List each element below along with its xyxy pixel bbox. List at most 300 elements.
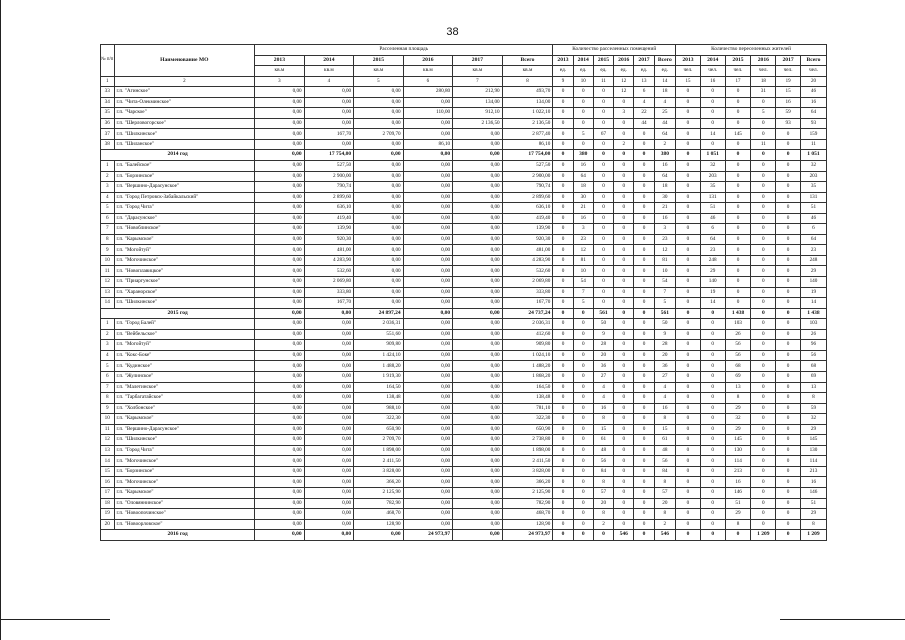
table-cell: 0 — [593, 266, 613, 277]
summary-cell: 0 — [776, 308, 801, 319]
table-cell: 32 — [800, 161, 826, 172]
table-cell: 56 — [593, 456, 613, 467]
table-cell: 0 — [700, 393, 725, 404]
table-cell: 0 — [751, 129, 776, 140]
mo-name-cell: г.п. "Тарбагатайское" — [114, 393, 255, 404]
table-cell: 7 — [573, 287, 593, 298]
table-cell: 0 — [553, 266, 573, 277]
mo-name-cell: г.п. "Город Балей" — [114, 319, 255, 330]
table-cell: 0,00 — [304, 361, 354, 372]
table-cell: 0 — [751, 171, 776, 182]
mo-name-cell: г.п. "Могойтуй" — [114, 340, 255, 351]
unit-header: чел. — [676, 66, 701, 77]
table-cell: 0,00 — [255, 329, 305, 340]
table-cell: 0 — [751, 118, 776, 129]
table-cell: 636,10 — [304, 203, 354, 214]
header-people: Количество переселенных жителей — [676, 45, 827, 56]
table-cell: 0 — [776, 466, 801, 477]
table-cell: 0,00 — [255, 498, 305, 509]
table-cell: 0 — [553, 435, 573, 446]
table-cell: 0 — [776, 171, 801, 182]
table-cell: 0 — [553, 361, 573, 372]
table-cell: 0,00 — [403, 414, 453, 425]
table-cell: 0,00 — [354, 287, 404, 298]
table-cell: 0 — [725, 118, 751, 129]
table-cell: 29 — [700, 266, 725, 277]
table-cell: 0 — [614, 266, 634, 277]
summary-cell: 0 — [614, 150, 634, 161]
table-cell: 6 — [101, 371, 115, 382]
table-cell: 0,00 — [403, 277, 453, 288]
column-index-row — [101, 76, 827, 87]
table-cell: 0 — [676, 498, 701, 509]
table-cell: 14 — [800, 298, 826, 309]
table-cell: 0 — [593, 287, 613, 298]
table-cell: 0 — [751, 456, 776, 467]
table-cell: 0 — [634, 487, 654, 498]
table-cell: 0 — [776, 477, 801, 488]
table-cell: 0 — [634, 287, 654, 298]
table-cell: 0 — [751, 277, 776, 288]
table-cell: 0,00 — [453, 245, 503, 256]
table-cell: 0 — [614, 192, 634, 203]
table-cell: 10 — [101, 414, 115, 425]
summary-cell: 0 — [751, 150, 776, 161]
table-cell: 0 — [725, 245, 751, 256]
table-cell: 0 — [614, 509, 634, 520]
table-cell: 139,90 — [304, 224, 354, 235]
table-cell: 0,00 — [453, 192, 503, 203]
unit-header: кв.м — [255, 66, 305, 77]
table-cell: 2 709,70 — [354, 129, 404, 140]
table-cell: 23 — [700, 245, 725, 256]
table-cell: 0 — [553, 245, 573, 256]
table-cell: 0 — [573, 108, 593, 119]
table-cell: 0 — [676, 255, 701, 266]
column-index: 5 — [354, 76, 404, 87]
table-cell: 0 — [676, 171, 701, 182]
table-cell: 0,00 — [354, 171, 404, 182]
year-header: 2014 — [573, 55, 593, 66]
table-cell: 2 900,00 — [304, 171, 354, 182]
table-cell: 0 — [751, 487, 776, 498]
table-cell: 16 — [573, 161, 593, 172]
table-cell: 110,00 — [403, 108, 453, 119]
table-cell: 0 — [553, 456, 573, 467]
table-cell: 0 — [751, 509, 776, 520]
table-cell: 0 — [725, 161, 751, 172]
unit-header: ед. — [654, 66, 675, 77]
table-cell: 0 — [614, 118, 634, 129]
table-cell: 21 — [573, 203, 593, 214]
table-cell: 0 — [700, 477, 725, 488]
table-cell: 0,00 — [453, 139, 503, 150]
table-cell: 0 — [676, 224, 701, 235]
table-cell: 0 — [700, 87, 725, 98]
table-cell: 134,00 — [502, 97, 553, 108]
table-cell: 28 — [593, 340, 613, 351]
table-cell: 0,00 — [453, 519, 503, 530]
table-cell: 0,00 — [255, 213, 305, 224]
table-cell: 468,70 — [354, 509, 404, 520]
table-cell: 18 — [573, 182, 593, 193]
year-header: 2017 — [453, 55, 503, 66]
table-cell: 11 — [800, 139, 826, 150]
table-cell: 0 — [553, 255, 573, 266]
table-cell: 64 — [700, 234, 725, 245]
table-cell: 0,00 — [304, 445, 354, 456]
table-row — [101, 382, 827, 393]
table-cell: 0,00 — [354, 192, 404, 203]
table-cell: 0,00 — [453, 255, 503, 266]
table-row — [101, 329, 827, 340]
summary-cell: 17 754,00 — [502, 150, 553, 161]
table-cell: 0 — [593, 97, 613, 108]
summary-cell: 24 897,24 — [354, 308, 404, 319]
table-cell: 909,80 — [502, 340, 553, 351]
table-cell: 0 — [573, 403, 593, 414]
table-cell: 0 — [751, 498, 776, 509]
table-cell: 19 — [101, 509, 115, 520]
table-cell: 9 — [101, 245, 115, 256]
table-cell: 0 — [776, 139, 801, 150]
table-cell: 0 — [776, 435, 801, 446]
table-cell: 0,00 — [453, 456, 503, 467]
table-cell: 0,00 — [304, 498, 354, 509]
table-cell: 81 — [654, 255, 675, 266]
mo-name-cell: г.п. "Шилкинское" — [114, 129, 255, 140]
table-cell: 0 — [634, 435, 654, 446]
table-cell: 0 — [593, 245, 613, 256]
table-cell: 0,00 — [304, 424, 354, 435]
table-cell: 0 — [634, 498, 654, 509]
table-cell: 0,00 — [354, 213, 404, 224]
table-cell: 4 — [634, 97, 654, 108]
mo-name-cell: г.п. "Балейское" — [114, 161, 255, 172]
mo-name-cell: г.п. "Могочинское" — [114, 456, 255, 467]
table-cell: 69 — [800, 371, 826, 382]
table-cell: 0 — [700, 456, 725, 467]
table-cell: 0 — [676, 519, 701, 530]
table-cell: 51 — [725, 498, 751, 509]
table-cell: 11 — [101, 424, 115, 435]
table-cell: 0 — [614, 371, 634, 382]
table-cell: 493,70 — [502, 87, 553, 98]
table-cell: 4 — [654, 393, 675, 404]
table-cell: 0,00 — [453, 319, 503, 330]
table-cell: 0 — [776, 487, 801, 498]
table-cell: 0,00 — [255, 171, 305, 182]
table-cell: 0 — [676, 213, 701, 224]
column-index: 4 — [304, 76, 354, 87]
table-cell: 0,00 — [304, 108, 354, 119]
table-cell: 167,70 — [502, 298, 553, 309]
table-cell: 61 — [593, 435, 613, 446]
table-cell: 0,00 — [304, 487, 354, 498]
table-cell: 0 — [573, 435, 593, 446]
table-cell: 0,00 — [403, 298, 453, 309]
table-cell: 0 — [614, 350, 634, 361]
table-cell: 0 — [553, 298, 573, 309]
table-cell: 5 — [101, 361, 115, 372]
table-cell: 0,00 — [403, 382, 453, 393]
mo-name-cell: г.п. "Харанорское" — [114, 287, 255, 298]
table-cell: 0 — [751, 329, 776, 340]
table-cell: 0 — [614, 393, 634, 404]
table-cell: 2 411,50 — [354, 456, 404, 467]
table-cell: 0 — [614, 414, 634, 425]
table-cell: 0 — [614, 456, 634, 467]
table-cell: 0 — [751, 224, 776, 235]
table-cell: 56 — [654, 456, 675, 467]
table-row — [101, 298, 827, 309]
mo-name-cell: г.п. "Чита-Олекминское" — [114, 97, 255, 108]
table-cell: 0,00 — [304, 371, 354, 382]
table-cell: 9 — [101, 403, 115, 414]
table-cell: 3 — [614, 108, 634, 119]
table-cell: 0 — [751, 361, 776, 372]
table-cell: 0,00 — [453, 182, 503, 193]
table-cell: 0,00 — [403, 161, 453, 172]
table-cell: 0 — [725, 87, 751, 98]
table-cell: 86,10 — [502, 139, 553, 150]
table-cell: 20 — [101, 519, 115, 530]
table-cell: 59 — [776, 108, 801, 119]
table-cell: 0 — [634, 466, 654, 477]
table-cell: 0,00 — [255, 477, 305, 488]
column-index: 14 — [654, 76, 675, 87]
table-cell: 114 — [725, 456, 751, 467]
table-cell: 0 — [700, 350, 725, 361]
table-cell: 8 — [654, 477, 675, 488]
table-cell: 0 — [776, 350, 801, 361]
table-cell: 0 — [676, 340, 701, 351]
mo-name-cell: г.п. "Кокс-Боке" — [114, 350, 255, 361]
summary-cell: 17 754,00 — [304, 150, 354, 161]
table-cell: 0 — [614, 277, 634, 288]
table-cell: 0 — [634, 382, 654, 393]
table-cell: 0,00 — [304, 139, 354, 150]
summary-cell: 0 — [593, 150, 613, 161]
table-cell: 248 — [800, 255, 826, 266]
table-row — [101, 350, 827, 361]
table-cell: 15 — [776, 87, 801, 98]
mo-name-cell: г.п. "Вершино-Дарасунское" — [114, 182, 255, 193]
table-cell: 0 — [553, 498, 573, 509]
table-cell: 0,00 — [255, 466, 305, 477]
summary-cell: 0,00 — [453, 308, 503, 319]
table-cell: 86,10 — [403, 139, 453, 150]
table-cell: 0 — [573, 424, 593, 435]
table-cell: 146 — [800, 487, 826, 498]
table-cell: 0 — [614, 298, 634, 309]
year-header: 2014 — [700, 55, 725, 66]
table-cell: 650,90 — [502, 424, 553, 435]
table-row — [101, 182, 827, 193]
table-cell: 0 — [725, 192, 751, 203]
column-index: 2 — [114, 76, 255, 87]
table-cell: 0 — [676, 445, 701, 456]
table-cell: 0 — [776, 414, 801, 425]
table-cell: 7 — [101, 224, 115, 235]
table-cell: 84 — [593, 466, 613, 477]
table-cell: 26 — [725, 329, 751, 340]
table-cell: 16 — [776, 97, 801, 108]
table-cell: 790,74 — [304, 182, 354, 193]
table-cell: 0 — [614, 245, 634, 256]
table-cell: 0,00 — [255, 277, 305, 288]
mo-name-cell: г.п. "Борзинское" — [114, 466, 255, 477]
table-cell: 16 — [800, 477, 826, 488]
table-cell: 551,60 — [354, 329, 404, 340]
table-cell: 0 — [634, 161, 654, 172]
column-index: 7 — [453, 76, 503, 87]
table-cell: 8 — [654, 414, 675, 425]
table-cell: 0,00 — [304, 118, 354, 129]
table-cell: 20 — [654, 350, 675, 361]
summary-cell: 24 973,97 — [502, 530, 553, 541]
table-cell: 0 — [553, 393, 573, 404]
column-index: 9 — [553, 76, 573, 87]
table-cell: 0,00 — [403, 466, 453, 477]
table-cell: 130 — [800, 445, 826, 456]
table-cell: 0 — [776, 424, 801, 435]
column-index: 3 — [255, 76, 305, 87]
table-cell: 0 — [634, 319, 654, 330]
mo-name-cell: г.п. "Могочинское" — [114, 477, 255, 488]
table-cell: 0,00 — [403, 393, 453, 404]
table-cell: 0 — [614, 203, 634, 214]
table-cell: 0,00 — [354, 203, 404, 214]
table-cell: 4 283,90 — [502, 255, 553, 266]
year-header: 2017 — [634, 55, 654, 66]
summary-row — [101, 530, 827, 541]
table-cell: 3 — [101, 340, 115, 351]
column-index: 19 — [776, 76, 801, 87]
table-cell: 44 — [634, 118, 654, 129]
mo-name-cell: г.п. "Приаргунское" — [114, 277, 255, 288]
table-cell: 0,00 — [403, 456, 453, 467]
summary-cell: 561 — [654, 308, 675, 319]
column-index: 15 — [676, 76, 701, 87]
table-cell: 0,00 — [255, 203, 305, 214]
mo-name-cell: г.п. "Шилкинское" — [114, 435, 255, 446]
table-cell: 26 — [800, 329, 826, 340]
table-cell: 0 — [700, 509, 725, 520]
table-cell: 30 — [654, 192, 675, 203]
summary-cell: 1 051 — [700, 150, 725, 161]
summary-cell: 1 051 — [800, 150, 826, 161]
table-cell: 0 — [725, 255, 751, 266]
table-cell: 19 — [700, 287, 725, 298]
table-cell: 0 — [751, 403, 776, 414]
table-cell: 0 — [751, 393, 776, 404]
table-cell: 32 — [700, 161, 725, 172]
summary-cell: 1 209 — [751, 530, 776, 541]
table-cell: 0,00 — [403, 245, 453, 256]
header-rooms: Количество расселенных помещений — [553, 45, 676, 56]
table-cell: 36 — [101, 118, 115, 129]
table-cell: 12 — [573, 245, 593, 256]
table-row — [101, 414, 827, 425]
table-cell: 0 — [553, 477, 573, 488]
column-index: 10 — [573, 76, 593, 87]
table-cell: 0,00 — [354, 118, 404, 129]
table-cell: 0 — [553, 371, 573, 382]
table-cell: 56 — [725, 350, 751, 361]
table-row — [101, 424, 827, 435]
mo-name-cell: г.п. "Шерловогорское" — [114, 118, 255, 129]
table-cell: 9 — [593, 329, 613, 340]
table-cell: 0 — [751, 182, 776, 193]
table-cell: 0 — [700, 382, 725, 393]
summary-cell: 0 — [593, 530, 613, 541]
table-cell: 2 125,90 — [354, 487, 404, 498]
table-cell: 0 — [573, 97, 593, 108]
table-cell: 0 — [676, 371, 701, 382]
table-cell: 0 — [634, 139, 654, 150]
table-cell: 0 — [634, 519, 654, 530]
table-cell: 0,00 — [403, 182, 453, 193]
table-cell: 50 — [593, 319, 613, 330]
table-cell: 29 — [725, 403, 751, 414]
table-cell: 0 — [553, 213, 573, 224]
table-cell: 0,00 — [403, 371, 453, 382]
table-cell: 0 — [553, 139, 573, 150]
table-row — [101, 277, 827, 288]
table-cell: 27 — [654, 371, 675, 382]
table-cell: 0 — [725, 277, 751, 288]
table-cell: 36 — [654, 361, 675, 372]
table-cell: 0,00 — [403, 350, 453, 361]
table-cell: 167,70 — [304, 129, 354, 140]
table-cell: 0,00 — [255, 118, 305, 129]
table-cell: 0,00 — [354, 298, 404, 309]
table-cell: 0 — [553, 277, 573, 288]
table-cell: 366,20 — [354, 477, 404, 488]
table-cell: 0 — [614, 224, 634, 235]
table-cell: 64 — [800, 108, 826, 119]
table-cell: 0,00 — [403, 118, 453, 129]
table-cell: 0 — [593, 213, 613, 224]
table-cell: 16 — [654, 403, 675, 414]
table-cell: 96 — [800, 340, 826, 351]
table-cell: 0,00 — [255, 487, 305, 498]
table-cell: 10 — [573, 266, 593, 277]
table-cell: 0 — [634, 361, 654, 372]
table-cell: 0 — [676, 129, 701, 140]
table-cell: 16 — [800, 97, 826, 108]
table-cell: 2 411,50 — [502, 456, 553, 467]
table-cell: 103 — [800, 319, 826, 330]
table-cell: 0,00 — [255, 139, 305, 150]
table-row — [101, 519, 827, 530]
table-cell: 0,00 — [304, 456, 354, 467]
table-cell: 0 — [725, 224, 751, 235]
column-index: 11 — [593, 76, 613, 87]
table-cell: 0 — [593, 108, 613, 119]
table-cell: 167,70 — [304, 298, 354, 309]
table-cell: 0 — [676, 266, 701, 277]
table-cell: 23 — [654, 234, 675, 245]
table-cell: 0 — [614, 171, 634, 182]
mo-name-cell: г.п. "Дарасунское" — [114, 213, 255, 224]
table-cell: 0 — [751, 287, 776, 298]
table-cell: 0 — [634, 371, 654, 382]
table-cell: 0 — [776, 519, 801, 530]
unit-header: кв.м — [354, 66, 404, 77]
table-cell: 16 — [725, 477, 751, 488]
